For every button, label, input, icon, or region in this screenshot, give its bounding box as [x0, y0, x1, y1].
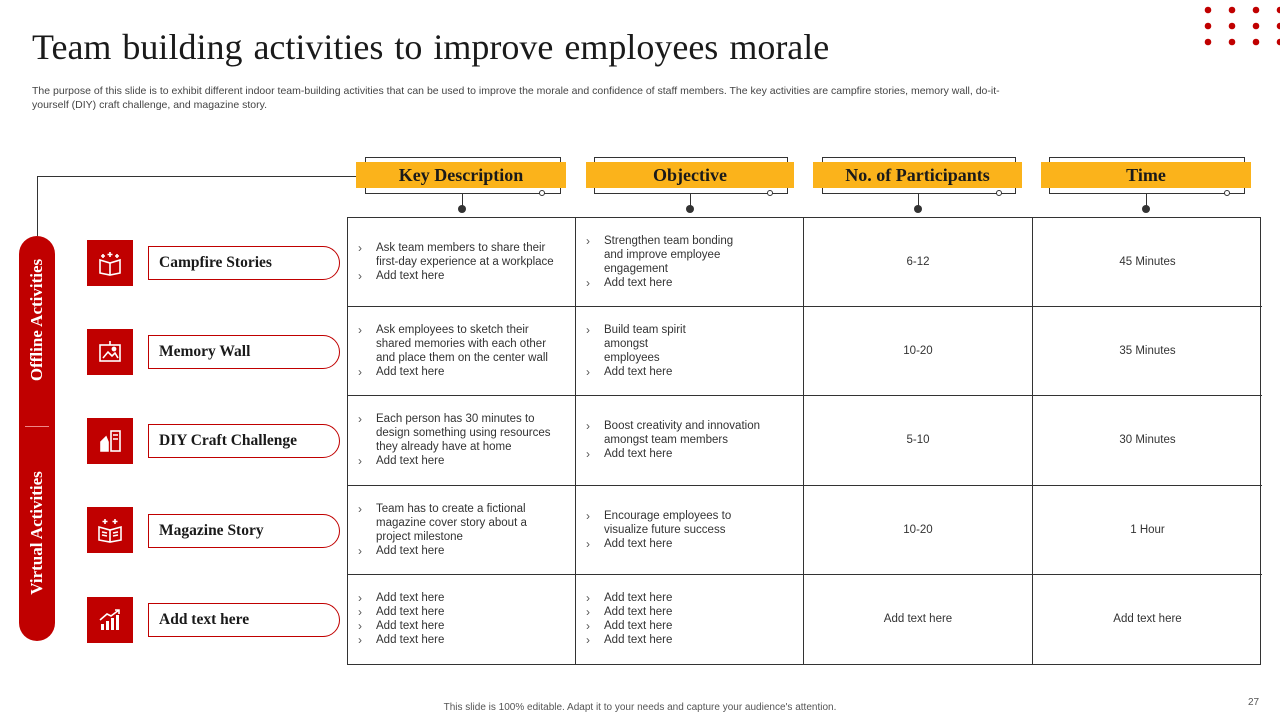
table-cell-time: 1 Hour	[1033, 486, 1262, 575]
activities-table	[347, 217, 1261, 665]
list-item: › Add text here	[358, 365, 567, 379]
list-item: › Add text here	[586, 365, 795, 379]
list-item: › Team has to create a fictional magazine cover story about a project milestone	[358, 502, 567, 544]
list-item: › Each person has 30 minutes to design something using resources they already have at home	[358, 412, 567, 454]
list-item: › Strengthen team bonding and improve employee engagement	[586, 234, 795, 276]
decorative-dots-icon	[1204, 6, 1280, 50]
table-cell-participants: 10-20	[804, 486, 1033, 575]
offline-activities-label: Offline Activities	[27, 258, 46, 382]
list-item: › Add text here	[358, 269, 567, 283]
header-ring	[767, 190, 773, 196]
table-cell-time: 30 Minutes	[1033, 396, 1262, 485]
table-cell-objective	[576, 218, 804, 307]
list-item: › Build team spirit amongst employees	[586, 323, 795, 365]
list-item: › Add text here	[586, 276, 795, 290]
header-dot	[686, 205, 694, 213]
footer-note: This slide is 100% editable. Adapt it to your needs and capture your audience's attention.	[443, 702, 837, 713]
table-cell-time: 45 Minutes	[1033, 218, 1262, 307]
photo-frame-icon	[87, 329, 133, 375]
table-cell-participants: 5-10	[804, 396, 1033, 485]
list-item: › Boost creativity and innovation amongst team members	[586, 419, 795, 447]
table-cell-description	[348, 486, 576, 575]
table-cell-description	[348, 575, 576, 664]
table-cell-participants: 6-12	[804, 218, 1033, 307]
list-item: › Encourage employees to visualize future success	[586, 509, 795, 537]
list-item: › Add text here	[586, 619, 672, 633]
activity-label-memory-wall: Memory Wall	[148, 335, 340, 369]
craft-tools-icon	[87, 418, 133, 464]
header-objective: Objective	[586, 162, 794, 188]
table-cell-objective	[576, 307, 804, 396]
header-ring	[539, 190, 545, 196]
list-item: › Add text here	[358, 619, 444, 633]
header-dot	[458, 205, 466, 213]
list-item: › Add text here	[586, 605, 672, 619]
table-cell-time: Add text here	[1113, 613, 1182, 626]
header-ring	[1224, 190, 1230, 196]
list-item: › Add text here	[586, 633, 672, 647]
header-dot	[1142, 205, 1150, 213]
header-participants: No. of Participants	[813, 162, 1022, 188]
list-item: › Ask team members to share their first-day experience at a workplace	[358, 241, 567, 269]
list-item: › Add text here	[358, 591, 444, 605]
table-cell-objective	[576, 396, 804, 485]
activity-label-diy-craft: DIY Craft Challenge	[148, 424, 340, 458]
growth-chart-icon	[87, 597, 133, 643]
table-cell-participants: Add text here	[804, 575, 1033, 664]
activity-label-add-text: Add text here	[148, 603, 340, 637]
activity-label-magazine: Magazine Story	[148, 514, 340, 548]
page-title: Team building activities to improve employees morale	[32, 27, 830, 67]
connector-line	[37, 176, 357, 177]
table-cell-description	[348, 218, 576, 307]
list-item: › Add text here	[358, 633, 444, 647]
page-number: 27	[1248, 697, 1260, 708]
open-book-icon	[87, 507, 133, 553]
header-key-description: Key Description	[356, 162, 566, 188]
header-time: Time	[1041, 162, 1251, 188]
virtual-activities-label: Virtual Activities	[27, 471, 46, 595]
connector-line	[37, 176, 38, 236]
table-cell-description	[348, 396, 576, 485]
book-sparkle-icon	[87, 240, 133, 286]
activity-label-campfire: Campfire Stories	[148, 246, 340, 280]
group-divider	[25, 426, 49, 427]
table-cell-participants: 10-20	[804, 307, 1033, 396]
table-cell-time: 35 Minutes	[1033, 307, 1262, 396]
list-item: › Add text here	[358, 605, 444, 619]
list-item: › Ask employees to sketch their shared memories with each other and place them on the center wall	[358, 323, 567, 365]
table-cell-objective	[576, 486, 804, 575]
table-cell-objective	[576, 575, 804, 664]
list-item: › Add text here	[586, 447, 795, 461]
header-dot	[914, 205, 922, 213]
header-ring	[996, 190, 1002, 196]
table-cell-description	[348, 307, 576, 396]
list-item: › Add text here	[358, 544, 567, 558]
page-subtitle: The purpose of this slide is to exhibit different indoor team-building activities that can be used to improve the morale and confidence of staff members. The key activities are campfire stories, memory wall, do-it-yourself (DIY) craft challenge, and magazine story.	[32, 85, 1000, 111]
list-item: › Add text here	[586, 591, 672, 605]
list-item: › Add text here	[586, 537, 795, 551]
list-item: › Add text here	[358, 454, 567, 468]
